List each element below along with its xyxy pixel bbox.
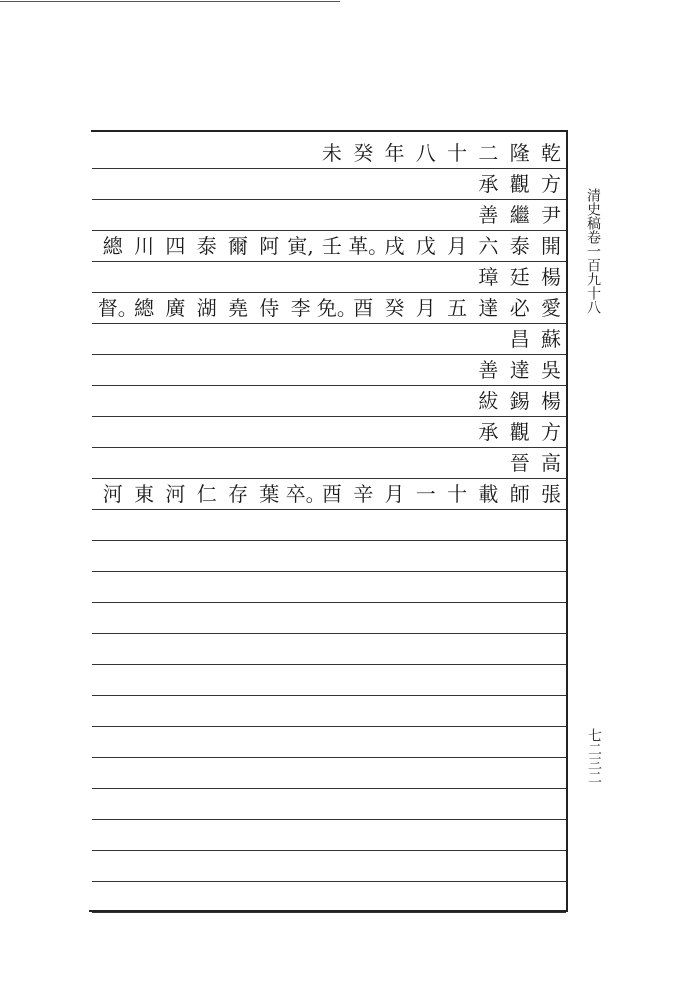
table-cell: 督。 bbox=[97, 296, 138, 320]
table-cell: 泰 bbox=[509, 234, 530, 258]
table-cell: 開 bbox=[541, 234, 561, 258]
table-cell: 晉 bbox=[509, 451, 530, 475]
table-cell: 師 bbox=[509, 482, 530, 506]
table-cell: 達 bbox=[478, 296, 499, 320]
table-row bbox=[0, 758, 566, 788]
table-cell: 川 bbox=[134, 234, 155, 258]
table-cell: 尹 bbox=[541, 203, 561, 227]
table-cell: 愛 bbox=[541, 296, 561, 320]
table-row bbox=[0, 479, 566, 509]
table-row bbox=[0, 572, 566, 602]
table-cell: 革。 bbox=[348, 234, 389, 258]
row-divider bbox=[92, 912, 566, 913]
table-cell: 廣 bbox=[165, 296, 186, 320]
table-cell: 堯 bbox=[228, 296, 248, 320]
table-row bbox=[0, 448, 566, 478]
page-number: 七二三二 bbox=[586, 728, 602, 784]
table-cell: 癸 bbox=[384, 296, 405, 320]
table-cell: 承 bbox=[478, 172, 499, 196]
table-cell: 酉 bbox=[353, 296, 374, 320]
table-cell: 阿 bbox=[259, 234, 280, 258]
table-cell: 壬 bbox=[321, 234, 342, 258]
table-cell: 寅, bbox=[287, 234, 314, 258]
table-cell: 免。 bbox=[316, 296, 357, 320]
table-cell: 善 bbox=[478, 358, 499, 382]
table-cell: 方 bbox=[541, 420, 561, 444]
table-cell: 酉 bbox=[321, 482, 342, 506]
table-cell: 善 bbox=[478, 203, 499, 227]
table-cell: 癸 bbox=[353, 141, 374, 165]
table-cell: 八 bbox=[415, 141, 436, 165]
table-cell: 存 bbox=[228, 482, 248, 506]
table-row bbox=[0, 262, 566, 292]
table-cell: 廷 bbox=[509, 265, 530, 289]
table-row bbox=[0, 231, 566, 261]
table-row bbox=[0, 820, 566, 850]
table-cell: 吳 bbox=[541, 358, 561, 382]
table-cell: 蘇 bbox=[541, 327, 561, 351]
table-cell: 侍 bbox=[259, 296, 280, 320]
table-cell: 月 bbox=[384, 482, 405, 506]
table-cell: 紱 bbox=[478, 389, 499, 413]
table-cell: 錫 bbox=[509, 389, 530, 413]
table-row bbox=[0, 851, 566, 881]
table-row bbox=[0, 665, 566, 695]
table-cell: 四 bbox=[165, 234, 186, 258]
table-row bbox=[0, 293, 566, 323]
table-row bbox=[0, 727, 566, 757]
table-cell: 葉 bbox=[259, 482, 280, 506]
table-cell: 東 bbox=[134, 482, 155, 506]
margin-title: 清史稿卷一百九十八 bbox=[585, 188, 601, 314]
table-cell: 戌 bbox=[384, 234, 405, 258]
table-row bbox=[0, 200, 566, 230]
table-cell: 月 bbox=[415, 296, 436, 320]
table-row bbox=[0, 541, 566, 571]
table-cell: 五 bbox=[447, 296, 468, 320]
table-row bbox=[0, 324, 566, 354]
table-cell: 戊 bbox=[415, 234, 436, 258]
table-cell: 達 bbox=[509, 358, 530, 382]
table-row bbox=[0, 882, 566, 912]
table-row bbox=[0, 696, 566, 726]
table-cell: 觀 bbox=[509, 420, 530, 444]
table-cell: 昌 bbox=[509, 327, 530, 351]
table-cell: 張 bbox=[541, 482, 561, 506]
table-row bbox=[0, 603, 566, 633]
table-cell: 必 bbox=[509, 296, 530, 320]
table-cell: 六 bbox=[478, 234, 499, 258]
table-cell: 乾 bbox=[541, 141, 561, 165]
table-cell: 卒。 bbox=[285, 482, 326, 506]
table-cell: 璋 bbox=[478, 265, 499, 289]
table-cell: 觀 bbox=[509, 172, 530, 196]
table-row bbox=[0, 138, 566, 168]
table-cell: 未 bbox=[321, 141, 342, 165]
table-cell: 泰 bbox=[196, 234, 217, 258]
table-cell: 總 bbox=[102, 234, 123, 258]
table-row bbox=[0, 417, 566, 447]
table-cell: 李 bbox=[290, 296, 311, 320]
top-edge-line bbox=[0, 1, 340, 2]
table-cell: 河 bbox=[102, 482, 123, 506]
table-cell: 爾 bbox=[228, 234, 248, 258]
table-cell: 繼 bbox=[509, 203, 530, 227]
table-cell: 十 bbox=[447, 482, 468, 506]
table-cell: 方 bbox=[541, 172, 561, 196]
table-cell: 載 bbox=[478, 482, 499, 506]
table-cell: 河 bbox=[165, 482, 186, 506]
table-cell: 一 bbox=[415, 482, 436, 506]
table-cell: 年 bbox=[384, 141, 405, 165]
table-cell: 楊 bbox=[541, 389, 561, 413]
table-cell: 十 bbox=[447, 141, 468, 165]
table-cell: 楊 bbox=[541, 265, 561, 289]
table-cell: 湖 bbox=[196, 296, 217, 320]
table-cell: 承 bbox=[478, 420, 499, 444]
table-row bbox=[0, 386, 566, 416]
table-cell: 仁 bbox=[196, 482, 217, 506]
table-cell: 辛 bbox=[353, 482, 374, 506]
table-cell: 二 bbox=[478, 141, 499, 165]
table-row bbox=[0, 169, 566, 199]
table-cell: 總 bbox=[134, 296, 155, 320]
table-right-border bbox=[566, 130, 568, 912]
table-cell: 隆 bbox=[509, 141, 530, 165]
table-cell: 月 bbox=[447, 234, 468, 258]
table-row bbox=[0, 634, 566, 664]
table-row bbox=[0, 789, 566, 819]
table-row bbox=[0, 510, 566, 540]
table-top-border bbox=[91, 130, 568, 132]
table-cell: 高 bbox=[541, 451, 561, 475]
table-row bbox=[0, 355, 566, 385]
